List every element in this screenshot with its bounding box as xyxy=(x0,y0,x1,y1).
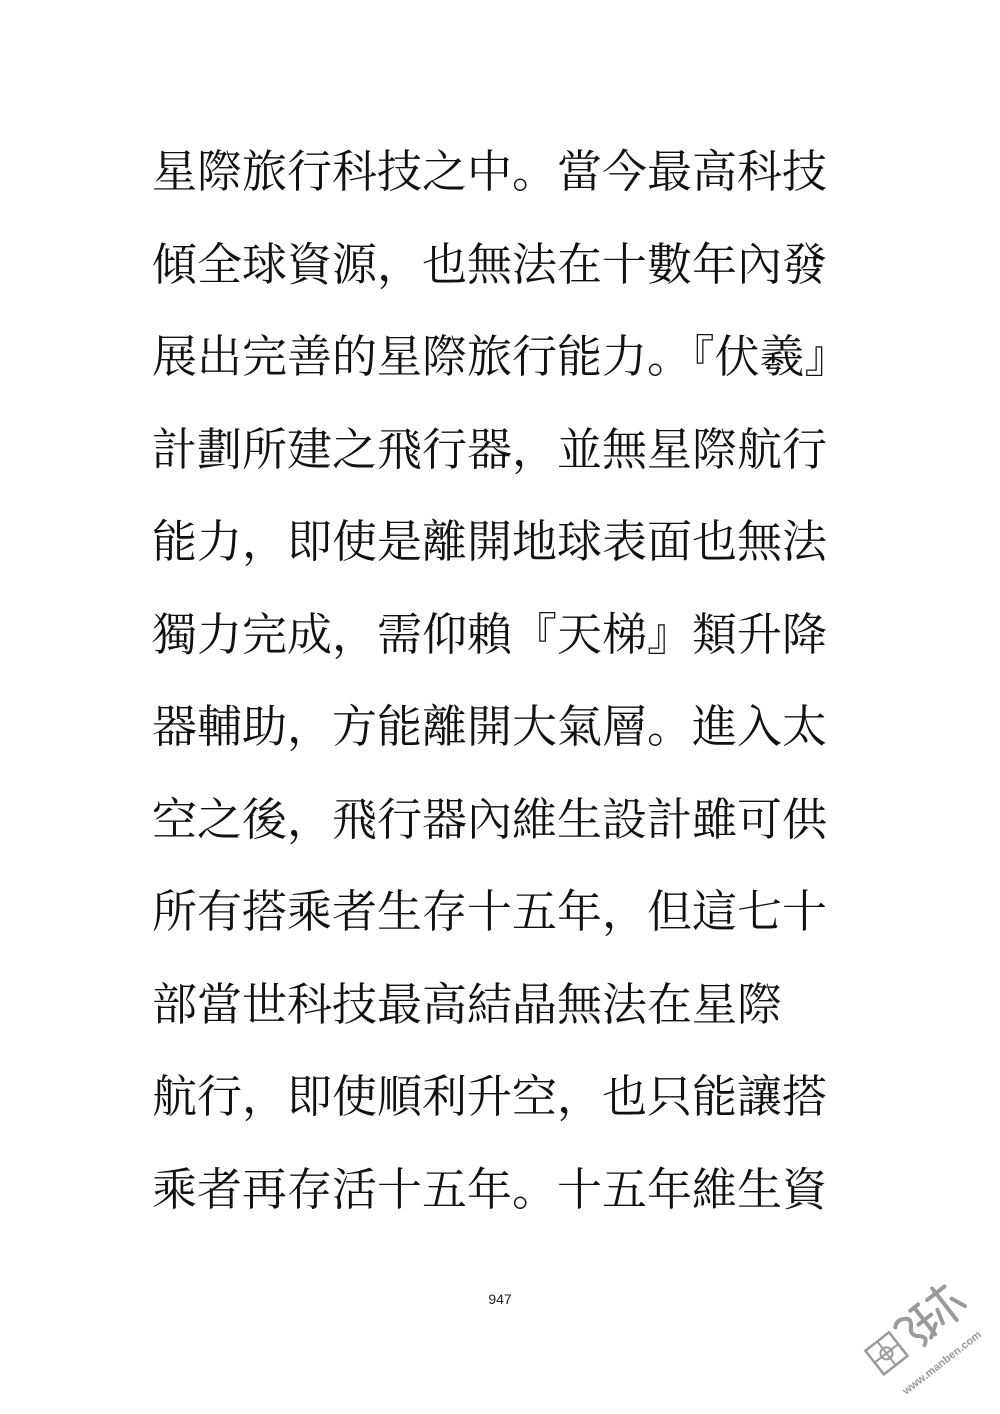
watermark-logo xyxy=(850,1268,1000,1414)
text-line: 器輔助，方能離開大氣層。進入太 xyxy=(152,700,828,753)
text-line: 空之後，飛行器內維生設計雖可供 xyxy=(152,792,828,846)
text-line: 所有搭乘者生存十五年，但這七十 xyxy=(152,885,828,938)
body-text xyxy=(152,138,872,1248)
text-line: 展出完善的星際旅行能力。『伏羲』 xyxy=(152,330,850,383)
text-line: 部當世科技最高結晶無法在星際 xyxy=(152,977,783,1031)
text-line: 傾全球資源，也無法在十數年內發 xyxy=(152,237,828,291)
text-line: 航行，即使順利升空，也只能讓搭 xyxy=(152,1070,828,1123)
text-line: 能力，即使是離開地球表面也無法 xyxy=(152,515,828,568)
watermark-url: www.manben.com xyxy=(900,1328,984,1398)
page-number: 947 xyxy=(488,1291,512,1307)
text-line: 星際旅行科技之中。當今最高科技 xyxy=(152,145,828,198)
text-line: 獨力完成，需仰賴『天梯』類升降 xyxy=(152,607,828,661)
text-line: 乘者再存活十五年。十五年維生資 xyxy=(152,1162,828,1216)
text-line: 計劃所建之飛行器，並無星際航行 xyxy=(152,422,828,476)
